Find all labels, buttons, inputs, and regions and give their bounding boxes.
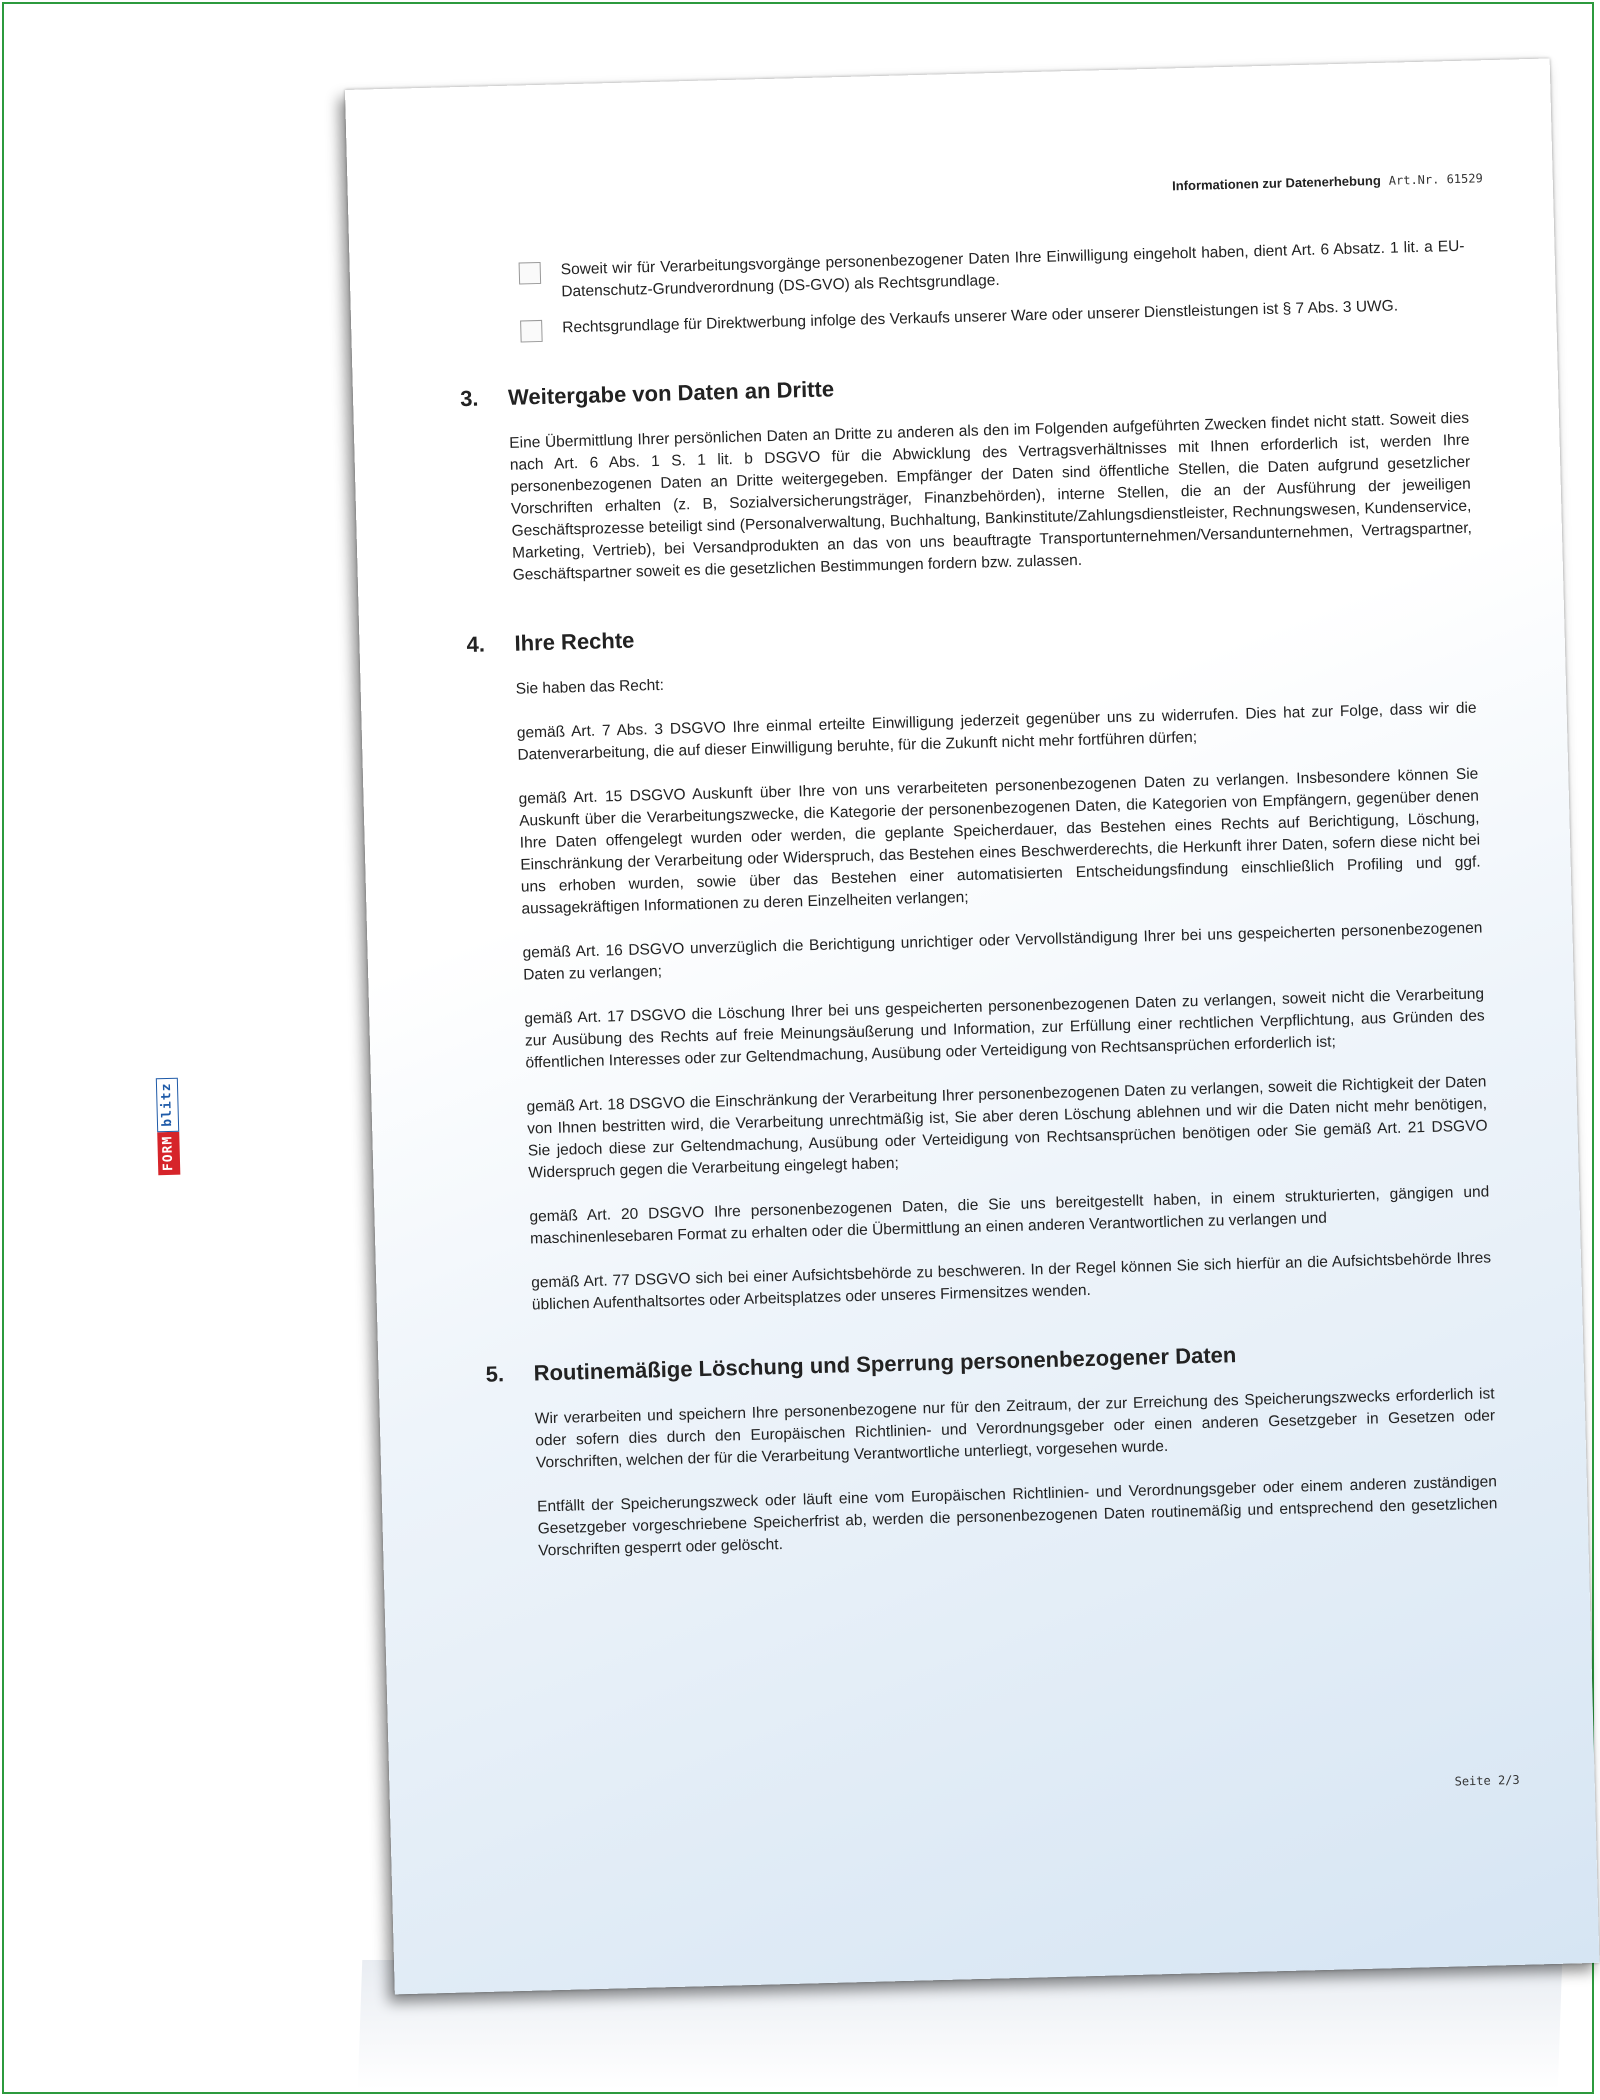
document-page [158,58,1599,1994]
logo-part-blitz: blitz [156,1077,179,1132]
paragraph: gemäß Art. 77 DSGVO sich bei einer Aufsichtsbehörde zu beschweren. In der Regel können Sie sich hierfür an die Aufsichtsbehörde Ihres üblichen Aufenthaltsortes oder Arbeitsplatzes oder unseres Firmensitzes wenden. [531,1249,1492,1314]
paragraph: gemäß Art. 16 DSGVO unverzüglich die Berichtigung unrichtiger oder Vervollständigung Ihrer bei uns gespeicherten personenbezogenen Daten zu verlangen; [522,919,1483,984]
checkbox-item-text: Rechtsgrundlage für Direktwerbung infolge des Verkaufs unserer Ware oder unserer Dienstleistungen ist § 7 Abs. 3 UWG. [562,297,1399,337]
paragraph: gemäß Art. 20 DSGVO Ihre personenbezogenen Daten, die Sie uns bereitgestellt haben, in einem strukturierten, gängigen und maschinenlesebaren Format zu erhalten oder die Übermittlung an einen anderen Verantwortlichen zu verlangen und [529,1183,1490,1248]
article-number: Art.Nr. 61529 [1388,171,1483,188]
paragraph: Eine Übermittlung Ihrer persönlichen Daten an Dritte zu anderen als den im Folgenden aufgeführten Zwecken findet nicht statt. Soweit dies nach Art. 6 Abs. 1 S. 1 lit. b DSGVO für die Abwicklung des Vertragsverhältnisses mit Ihnen erforderlich ist, werden Ihre personenbezogenen Daten an Dritte weitergegeben. Empfänger der Daten sind öffentliche Stellen, die Daten aufgrund gesetzlicher Vorschriften erhalten (z. B, Sozialversicherungsträger, Finanzbehörden), interne Stellen, die an der Ausführung der jeweiligen Geschäftsprozesse beteiligt sind (Personalverwaltung, Buchhaltung, Bankinstitute/Zahlungsdienstleister, Rechnungswesen, Kundenservice, Marketing, Vertrieb), bei Versandprodukten an das von uns beauftragte Transportunternehmen/Versandunternehmen, Vertragspartner, Geschäftspartner soweit es die gesetzlichen Bestimmungen fordern bzw. zulassen. [509,409,1473,584]
paragraph: gemäß Art. 15 DSGVO Auskunft über Ihre von uns verarbeiteten personenbezogenen Daten zu verlangen. Insbesondere können Sie Auskunft über die Verarbeitungszwecke, die Kategorie der personenbezogenen Daten, die Kategorien von Empfängern, gegenüber denen Ihre Daten offengelegt wurden oder werden, die geplante Speicherdauer, das Bestehen eines Rechts auf Berichtigung, Löschung, Einschränkung der Verarbeitung oder Widerspruch, das Bestehen eines Beschwerderechts, die Herkunft ihrer Daten, sofern diese nicht bei uns erhoben wurden, sowie über das Bestehen einer automatisierten Entscheidungsfindung einschließlich Profiling und ggf. aussagekräftigen Informationen zu deren Einzelheiten verlangen; [518,765,1481,918]
paragraph: Entfällt der Speicherungszweck oder läuft eine vom Europäischen Richtlinien- und Verordnungsgeber oder einem anderen zuständigen Gesetzgeber vorgeschriebene Speicherfrist ab, werden die personenbezogenen Daten routinemäßig und entsprechend den gesetzlichen Vorschriften gesperrt oder gelöscht. [536,1473,1498,1560]
logo-part-form: FORM [157,1131,180,1175]
checkbox-item [505,236,1466,305]
checkbox[interactable] [520,320,543,343]
document-body [459,236,1499,1585]
checkbox-item-text: Soweit wir für Verarbeitungsvorgänge personenbezogener Daten Ihre Einwilligung eingeholt haben, dient Art. 6 Absatz. 1 lit. a EU-Datenschutz-Grundverordnung (DS-GVO) als Rechtsgrundlage. [560,237,1465,301]
page-header [1172,170,1483,193]
section-5 [485,1337,1498,1562]
section-number: 3. [459,385,479,412]
paragraph: Sie haben das Recht: [515,676,665,698]
paragraph: gemäß Art. 7 Abs. 3 DSGVO Ihre einmal erteilte Einwilligung jederzeit gegenüber uns zu widerrufen. Dies hat zur Folge, dass wir die Datenverarbeitung, die auf dieser Einwilligung beruhte, für die Zukunft nicht mehr fortführen dürfen; [516,699,1477,764]
paragraph: gemäß Art. 17 DSGVO die Löschung Ihrer bei uns gespeicherten personenbezogenen Daten zu verlangen, soweit nicht die Verarbeitung zur Ausübung des Rechts auf freie Meinungsäußerung und Information, zur Erfüllung einer rechtlichen Verpflichtung, aus Gründen des öffentlichen Interesses oder zur Geltendmachung, Ausübung oder Verteidigung von Rechtsansprüchen erforderlich ist; [524,985,1485,1072]
section-title: Ihre Rechte [514,627,635,656]
section-title: Weitergabe von Daten an Dritte [507,376,835,410]
formblitz-logo [156,1077,181,1175]
section-title: Routinemäßige Löschung und Sperrung personenbezogener Daten [533,1342,1237,1386]
section-number: 5. [485,1361,505,1387]
paragraph: gemäß Art. 18 DSGVO die Einschränkung der Verarbeitung Ihrer personenbezogenen Daten zu verlangen, soweit die Richtigkeit der Daten von Ihnen bestritten wird, die Verarbeitung unrechtmäßig ist, Sie aber deren Löschung ablehnen und wir die Daten nicht mehr benötigen, Sie jedoch diese zur Geltendmachung, Ausübung oder Verteidigung von Rechtsansprüchen benötigen oder Sie gemäß Art. 21 DSGVO Widerspruch gegen die Verarbeitung eingelegt haben; [526,1073,1488,1182]
paragraph: Wir verarbeiten und speichern Ihre personenbezogene nur für den Zeitraum, der zur Erreichung des Speicherungszwecks erforderlich ist oder sofern dies durch den Europäischen Richtlinien- und Verordnungsgeber oder einen anderen Gesetzgeber in Gesetzen oder Vorschriften, welchen der für die Verarbeitung Verantwortliche unterliegt, vorgesehen wurde. [534,1385,1496,1472]
section-number: 4. [466,631,486,658]
header-title: Informationen zur Datenerhebung [1171,172,1381,194]
section-4 [466,608,1492,1317]
page-number: Seite 2/3 [1454,1772,1520,1789]
section-3 [459,362,1473,587]
checkbox[interactable] [519,262,542,285]
